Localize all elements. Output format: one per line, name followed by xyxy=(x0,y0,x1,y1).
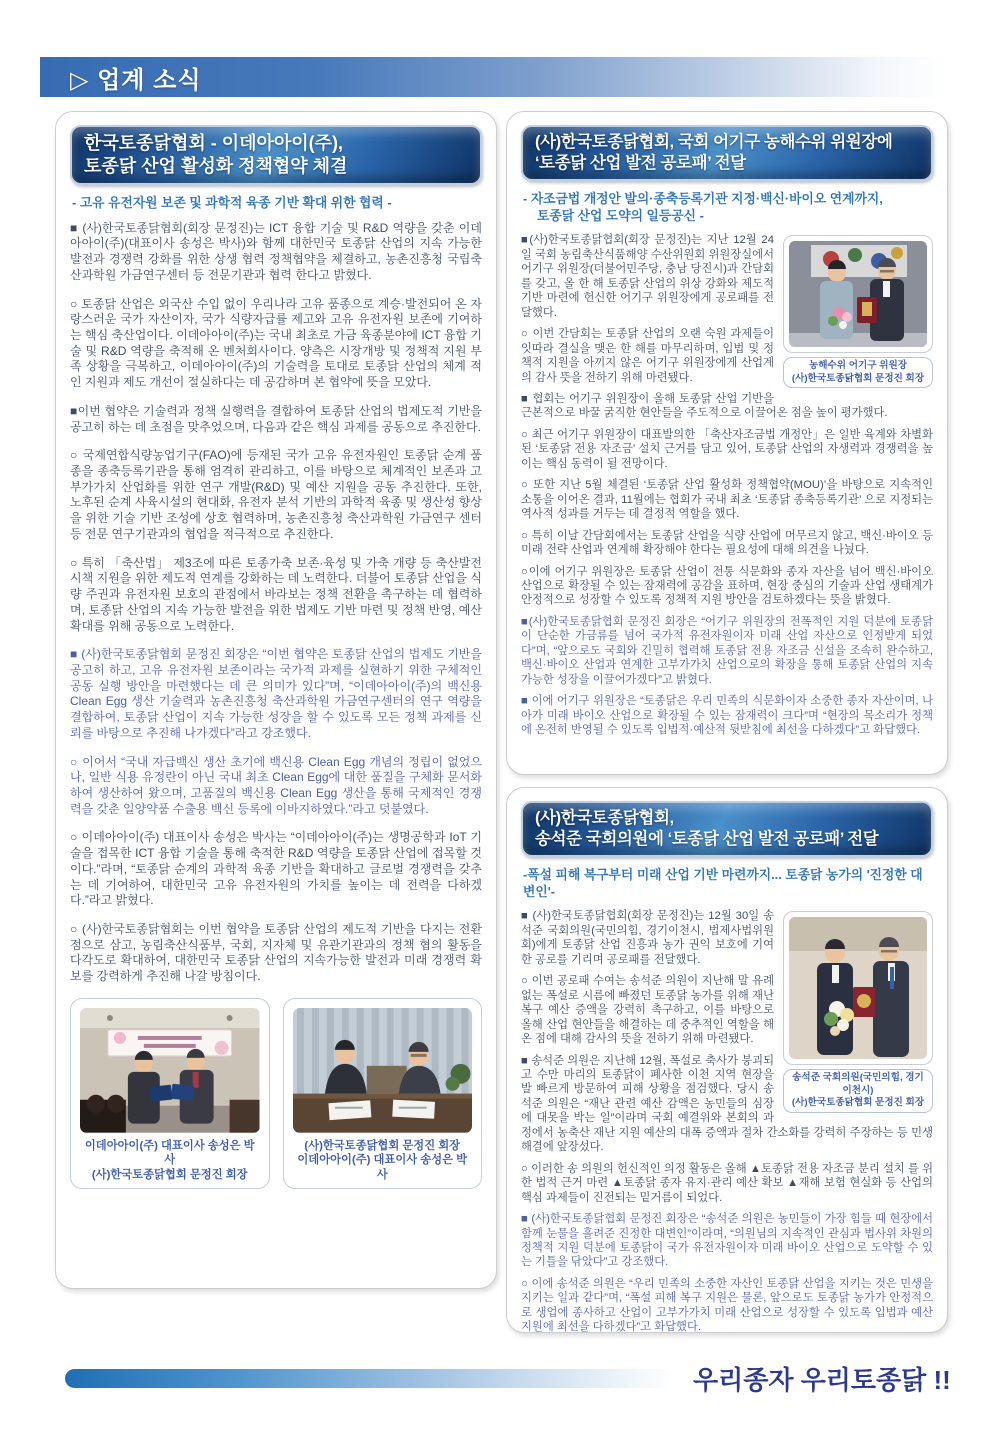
paragraph: ○ 토종닭 산업은 외국산 수입 없이 우리나라 고유 품종으로 계승·발전되어 온 자랑스러운 국가 자산이자, 국가 식량자급률 제고와 고유 유전자원 보존에 기여하는 핵심 축산업이다. 이데아아이(주)는 국내 최초로 가금 육종분야에 ICT 융합 기술 및 R&D 역량을 축적해 온 벤처회사이다. 양측은 시장개방 및 정책적 지원 부족 상황을 극복하고, 이데아아이(주)의 기술력을 토대로 토종닭 산업의 체계 적인 지원과 제도 개선이 절실하다는 데 공감하며 본 협약에 뜻을 모았다. xyxy=(70,296,482,390)
section-header-title: ▷ 업계 소식 xyxy=(70,66,202,94)
photo-mou-standing-image xyxy=(80,1008,260,1133)
paragraph: ■(사)한국토종닭협회 문정진 회장은 “어기구 위원장의 전폭적인 지원 덕분에 토종닭이 단순한 가금류를 넘어 국가적 유전자원이자 미래 산업 자산으로 인정받게 되었다”며, “앞으로도 국회와 긴밀히 협력해 토종닭 전용 자조금 신설을 조속히 완수하고, 백신·바이오 산업과 연계한 고부가가치 산업으로의 확장을 통해 토종닭 산업의 지속 가능한 성장을 이끌어가겠다”고 밝혔다. xyxy=(521,615,933,686)
photo-card-mou-signing xyxy=(283,998,483,1189)
paragraph: ○ 이러한 송 의원의 헌신적인 의정 활동은 올해 ▲토종닭 전용 자조금 분리 설치 를 위한 법적 근거 마련 ▲토종닭 종자 유지·관리 예산 확보 ▲재해 보험 현실화 등 산업의 핵심 과제들이 진전되는 밑거름이 되었다. xyxy=(521,1162,933,1204)
footer-gradient-bar xyxy=(65,1369,673,1388)
paragraph: ■이번 협약은 기술력과 정책 실행력을 결합하여 토종닭 산업의 법제도적 기반을 공고히 하는 데 초점을 맞추었으며, 다음과 같은 핵심 과제를 공동으로 추진한다. xyxy=(70,403,482,434)
paragraph: ○ (사)한국토종닭협회는 이번 협약을 토종닭 산업의 제도적 기반을 다지는 전환점으로 삼고, 농림축산식품부, 국회, 지자체 및 유관기관과의 정책 협의 활동을 다각도로 확대하여, 대한민국 토종닭 산업의 지속가능한 발전과 미래 경쟁력 확보를 강력하게 추진해 나갈 방침이다. xyxy=(70,922,482,984)
right-article-2-title-line1: (사)한국토종닭협회, xyxy=(535,809,674,827)
photo-caption xyxy=(80,1139,260,1183)
paragraph: ■ (사)한국토종닭협회(회장 문정진)는 ICT 융합 기술 및 R&D 역량을 갖춘 이데아아이(주)(대표이사 송성은 박사)와 함께 대한민국 토종닭 산업의 지속 가능한 발전과 경쟁력 강화를 위한 상생 협력 정책협약을 체결하고, 농촌진흥청 국립축산과학원 가금연구센터 등 전문기관과 협력 한다고 밝혔다. xyxy=(70,220,482,282)
paragraph: ○ 이데아아이(주) 대표이사 송성은 박사는 “이데아아이(주)는 생명공학과 IoT 기술을 접목한 ICT 융합 기술을 통해 축적한 R&D 역량을 토종닭 산업에 접목할 것이다.”라며, “토종닭 순계의 과학적 육종 기반을 확대하고 글로벌 경쟁력을 갖추는 데 기여하여, 대한민국 고유 유전자원의 가치를 높이는 데 전력을 다하겠다.”라고 밝혔다. xyxy=(70,830,482,908)
right-article-2-body xyxy=(521,909,933,1333)
right-article-1-title-line2: ‘토종닭 산업 발전 공로패’ 전달 xyxy=(535,154,746,173)
right-article-1-title-line1: (사)한국토종닭협회, 국회 어기구 농해수위 위원장에 xyxy=(535,133,893,151)
subtitle-line2: 토종닭 산업 도약의 일등공신 - xyxy=(537,207,704,223)
paragraph: ■ (사)한국토종닭협회 문정진 회장은 “송석준 의원은 농민들이 가장 힘들 때 현장에서 함께 눈물을 흘려준 진정한 대변인”이라며, “의원님의 지속적인 관심과 법사위 차원의 정책적 지원 덕분에 토종닭이 국가 유전자원이자 미래 바이오 산업으로 도약할 수 있는 기틀을 닦았다”고 강조했다. xyxy=(521,1213,933,1269)
photo-card-mou-standing xyxy=(70,998,270,1189)
right-column xyxy=(506,111,948,1333)
section-header-banner xyxy=(40,57,945,97)
photo-caption-line2: (사)한국토종닭협회 문정진 회장 xyxy=(791,1097,925,1109)
paragraph: ○ 이번 공로패 수여는 송석준 의원이 지난해 말 유례 없는 폭설로 시름에 빠졌던 토종닭 농가를 위해 재난 복구 예산 증액을 강력히 촉구하고, 이를 바탕으로 올해 산업 현안들을 해결하는 데 중추적인 역할을 해온 점에 대해 감사의 뜻을 전하기 위해 마련됐다. xyxy=(521,975,774,1046)
left-article-photos xyxy=(70,998,482,1189)
photo-caption-line2: (사)한국토종닭협회 문정진 회장 xyxy=(791,372,925,384)
right-article-1-subtitle xyxy=(523,191,931,224)
paragraph: ○ 특히 이날 간담회에서는 토종닭 산업을 식량 산업에 머무르지 않고, 백신·바이오 등 미래 전략 산업과 연계해 확장해야 한다는 필요성에 대해 의견을 나눴다. xyxy=(521,529,933,557)
photo-caption-line1: (사)한국토종닭협회 문정진 회장 xyxy=(304,1139,461,1152)
paragraph: ○ 국제연합식량농업기구(FAO)에 등재된 국가 고유 유전자원인 토종닭 순계 품종을 종축등록기관을 통해 엄격히 관리하고, 이를 바탕으로 체계적인 보존과 고부가가치 산업화를 위한 연구 개발(R&D) 및 예산 지원을 공동 추진한다. 또한, 노후된 순계 사육시설의 현대화, 유전자 분석 기반의 과학적 육종 및 생산성 향상을 위한 기술 기반 조성에 상호 협력하며, 농촌진흥청 축산과학원 가금연구 센터 등 전문 연구기관과의 협업을 적극적으로 추진한다. xyxy=(70,448,482,541)
footer xyxy=(65,1360,997,1397)
left-article-title xyxy=(70,125,482,185)
photo-card-songseokjun xyxy=(783,911,933,1112)
photo-mou-signing-image xyxy=(293,1008,473,1133)
paragraph: ○이에 어기구 위원장은 토종닭 산업이 전통 식문화와 종자 자산을 넘어 백신·바이오 산업으로 확장될 수 있는 잠재력에 공감을 표하며, 현장 중심의 기술과 산업 생태계가 안정적으로 성장할 수 있도록 정책적 지원 방안을 검토하겠다는 뜻을 밝혔다. xyxy=(521,565,933,607)
photo-caption-line1: 이데아아이(주) 대표이사 송성은 박사 xyxy=(84,1139,255,1167)
paragraph: ○ 또한 지난 5월 체결된 ‘토종닭 산업 활성화 정책협약(MOU)’을 바탕으로 지속적인 소통을 이어온 결과, 11월에는 협회가 국내 최초 ‘토종닭 종축등록기관’ 으로 지정되는 역사적 성과를 거두는 데 결정적 역할을 했다. xyxy=(521,479,933,521)
left-article-body xyxy=(70,221,482,985)
content-columns xyxy=(55,111,997,1333)
left-column xyxy=(55,111,497,1289)
paragraph: ■ 송석준 의원은 지난해 12월, 폭설로 축사가 붕괴되고 수만 마리의 토종닭이 폐사한 이천 지역 현장을 발 빠르게 방문하여 피해 상황을 점검했다. 당시 송석준 의원은 “재난 관련 예산 감액은 농민들의 심장에 대못을 박는 일”이라며 국회 예결위와 본회의 과정에서 농축산 재난 지원 예산의 대폭 증액과 절차 간소화를 강력히 주장하는 등 민생 해결에 앞장섰다. xyxy=(521,1054,933,1154)
left-article xyxy=(55,111,497,1289)
right-article-2-subtitle: -폭설 피해 복구부터 미래 산업 기반 마련까지... 토종닭 농가의 '진정한 대변인'- xyxy=(523,867,923,899)
paragraph: ■(사)한국토종닭협회(회장 문정진)는 지난 12월 24일 국회 농림축산식품해양 수산위원회 위원장실에서 어기구 위원장(더불어민주당, 충남 당진시)과 간담회를 갖고, 올 한 해 토종닭 산업의 위상 강화와 제도적 기반 마련에 헌신한 어기구 위원장에게 공로패를 전달했다. xyxy=(521,234,774,319)
paragraph: ○ 특히 「축산법」 제3조에 따른 토종가축 보존·육성 및 가축 개량 등 축산발전 시책 지원을 위한 제도적 연계를 강화하는 데 노력한다. 더불어 토종닭 산업을 식량 주권과 유전자원 보호의 관점에서 바라보는 정책 전환을 촉구하는 데 협력하며, 토종닭 산업의 지속 가능한 발전을 위한 법제도 기반 마련 및 정책 반영, 예산 확대를 위해 공동으로 노력한다. xyxy=(70,555,482,633)
paragraph: ○ 이어서 “국내 자급백신 생산 초기에 백신용 Clean Egg 개념의 정립이 없었으나, 일반 식용 유정란이 아닌 국내 최초 Clean Egg에 대한 품질을 구체화 문서화 하여 생산하여 왔으며, 고품질의 백신용 Clean Egg 생산을 통해 국제적인 경쟁력을 갖춘 일양약품 수출용 백신 등록에 이바지하였다.”라고 덧붙였다. xyxy=(70,754,482,816)
left-article-title-line2: 토종닭 산업 활성화 정책협약 체결 xyxy=(84,156,348,177)
right-article-1-title xyxy=(521,125,933,181)
photo-caption-line1: 송석준 국회의원(국민의힘, 경기 이천시) xyxy=(792,1072,924,1096)
photo-songseokjun-image xyxy=(789,917,927,1059)
photo-frame xyxy=(783,911,933,1065)
photo-caption-line1: 농해수위 어기구 위원장 xyxy=(808,360,907,372)
right-article-2-title xyxy=(521,801,933,857)
paragraph: ○ 이에 송석준 의원은 “우리 민족의 소중한 자산인 토종닭 산업을 지키는 것은 민생을 지키는 일과 같다”며, “폭설 피해 복구 지원은 물론, 앞으로도 토종닭 농가가 안정적으로 생업에 종사하고 산업이 고부가가치 미래 산업으로 성장할 수 있도록 입법과 예산 지원에 최선을 다하겠다”고 화답했다. xyxy=(521,1277,933,1333)
right-article-1-body xyxy=(521,233,933,737)
left-article-title-line1: 한국토종닭협회 - 이데아아이(주), xyxy=(84,133,344,153)
photo-caption xyxy=(293,1139,473,1183)
left-article-subtitle: - 고유 유전자원 보존 및 과학적 육종 기반 확대 위한 협력 - xyxy=(72,195,392,211)
paragraph: ■ (사)한국토종닭협회 문정진 회장은 “이번 협약은 토종닭 산업의 법제도 기반을 공고히 하고, 고유 유전자원 보존이라는 국가적 과제를 실현하기 위한 구체적인 공동 실행 방안을 마련했다는 데 큰 의미가 있다”며, “이데아아이(주)의 백신용 Clean Egg 생산 기술력과 농촌진흥청 축산과학원 가금연구센터의 연구 역량을 결합하여, 토종닭 산업이 지속 가능한 성장을 할 수 있도록 모든 정책 과제를 신뢰를 바탕으로 추진해 나가겠다”라고 강조했다. xyxy=(70,647,482,740)
right-article-2-title-line2: 송석준 국회의원에 ‘토종닭 산업 발전 공로패’ 전달 xyxy=(535,830,879,849)
photo-eokigu-image xyxy=(789,241,927,347)
paragraph: ○ 최근 어기구 위원장이 대표발의한 「축산자조금법 개정안」은 일반 육계와 차별화된 ‘토종닭 전용 자조금’ 설치 근거를 담고 있어, 토종닭 산업의 자생력과 경쟁력을 높이는 핵심 동력이 될 전망이다. xyxy=(521,428,933,470)
subtitle-line1: - 자조금법 개정안 발의·종축등록기관 지정·백신·바이오 연계까지, xyxy=(523,191,883,207)
photo-caption-line2: (사)한국토종닭협회 문정진 회장 xyxy=(91,1168,248,1181)
photo-card-eokigu xyxy=(783,235,933,388)
paragraph: ■ 협회는 어기구 위원장이 올해 토종닭 산업 기반을 근본적으로 바꿀 굵직한 현안들을 주도적으로 이끌어온 점을 높이 평가했다. xyxy=(521,393,888,420)
photo-frame xyxy=(783,235,933,353)
right-article-2 xyxy=(506,787,948,1333)
photo-caption xyxy=(783,1069,933,1112)
photo-caption-line2: 이데아아이(주) 대표이사 송성은 박사 xyxy=(297,1154,468,1181)
footer-slogan: 우리종자 우리토종닭 !! xyxy=(693,1365,951,1395)
right-article-1 xyxy=(506,111,948,775)
photo-caption xyxy=(783,357,933,388)
paragraph: ■ 이에 어기구 위원장은 “토종닭은 우리 민족의 식문화이자 소중한 종자 자산이며, 나아가 미래 바이오 산업으로 확장될 수 있는 잠재력이 크다”며 “현장의 목소리가 정책에 온전히 반영될 수 있도록 입법적·예산적 뒷받침에 최선을 다하겠다”고 화답했다. xyxy=(521,695,933,737)
paragraph: ■ (사)한국토종닭협회(회장 문정진)는 12월 30일 송석준 국회의원(국민의힘, 경기이천시, 법제사법위원회)에게 토종닭 산업 진흥과 농가 권익 보호에 기여한 공로를 기리며 공로패를 전달했다. xyxy=(521,910,774,966)
paragraph: ○ 이번 간담회는 토종닭 산업의 오랜 숙원 과제들이 잇따라 결실을 맺은 한 해를 마무리하며, 입법 및 정책적 지원을 아끼지 않은 어기구 위원장에게 산업계의 감사 뜻을 전하기 위해 마련됐다. xyxy=(521,328,774,384)
